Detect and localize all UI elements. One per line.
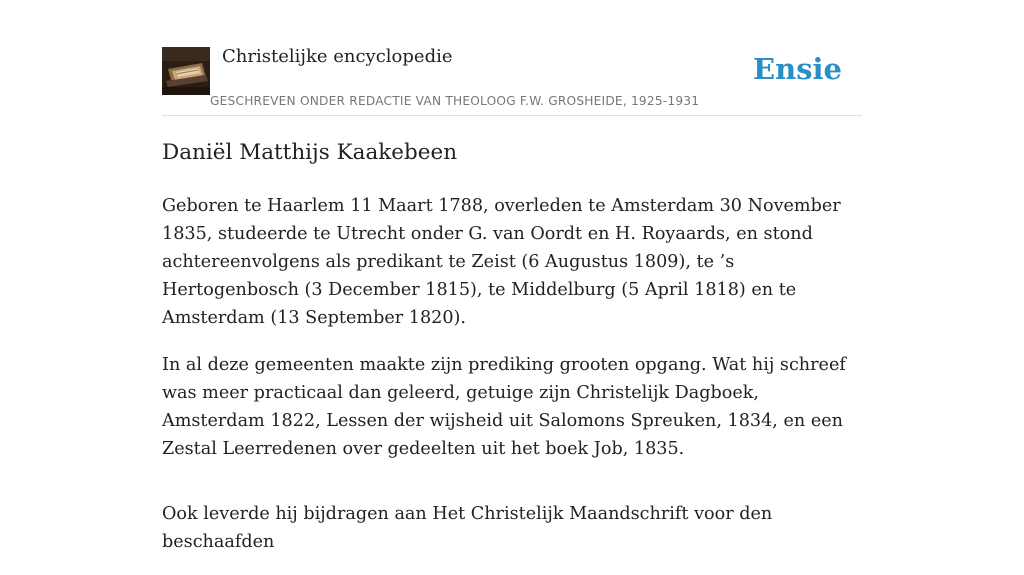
site-subtitle: GESCHREVEN ONDER REDACTIE VAN THEOLOOG F.W. GROSHEIDE, 1925-1931 [210,94,700,108]
article-body [162,192,862,575]
site-title[interactable]: Christelijke encyclopedie [222,46,453,67]
article-paragraph: Geboren te Haarlem 11 Maart 1788, overleden te Amsterdam 30 November 1835, studeerde te Utrecht onder G. van Oordt en H. Royaards, en stond achtereenvolgens als predikant te Zeist (6 Augustus 1809), te ’s Hertogenbosch (3 December 1815), te Middelburg (5 April 1818) en te Amsterdam (13 September 1820). [162,196,841,328]
book-photo-icon [162,47,210,95]
article-paragraph: Ook leverde hij bijdragen aan Het Christelijk Maandschrift voor den beschaafden [162,504,773,552]
page [162,0,862,552]
site-header [162,0,862,116]
brand-logo[interactable]: Ensie [753,52,842,86]
article-paragraph: In al deze gemeenten maakte zijn prediking grooten opgang. Wat hij schreef was meer practicaal dan geleerd, getuige zijn Christelijk Dagboek, Amsterdam 1822, Lessen der wijsheid uit Salomons Spreuken, 1834, en een Zestal Leerredenen over gedeelten uit het boek Job, 1835. [162,355,846,459]
article-title: Daniël Matthijs Kaakebeen [162,140,458,165]
avatar[interactable] [162,47,210,95]
